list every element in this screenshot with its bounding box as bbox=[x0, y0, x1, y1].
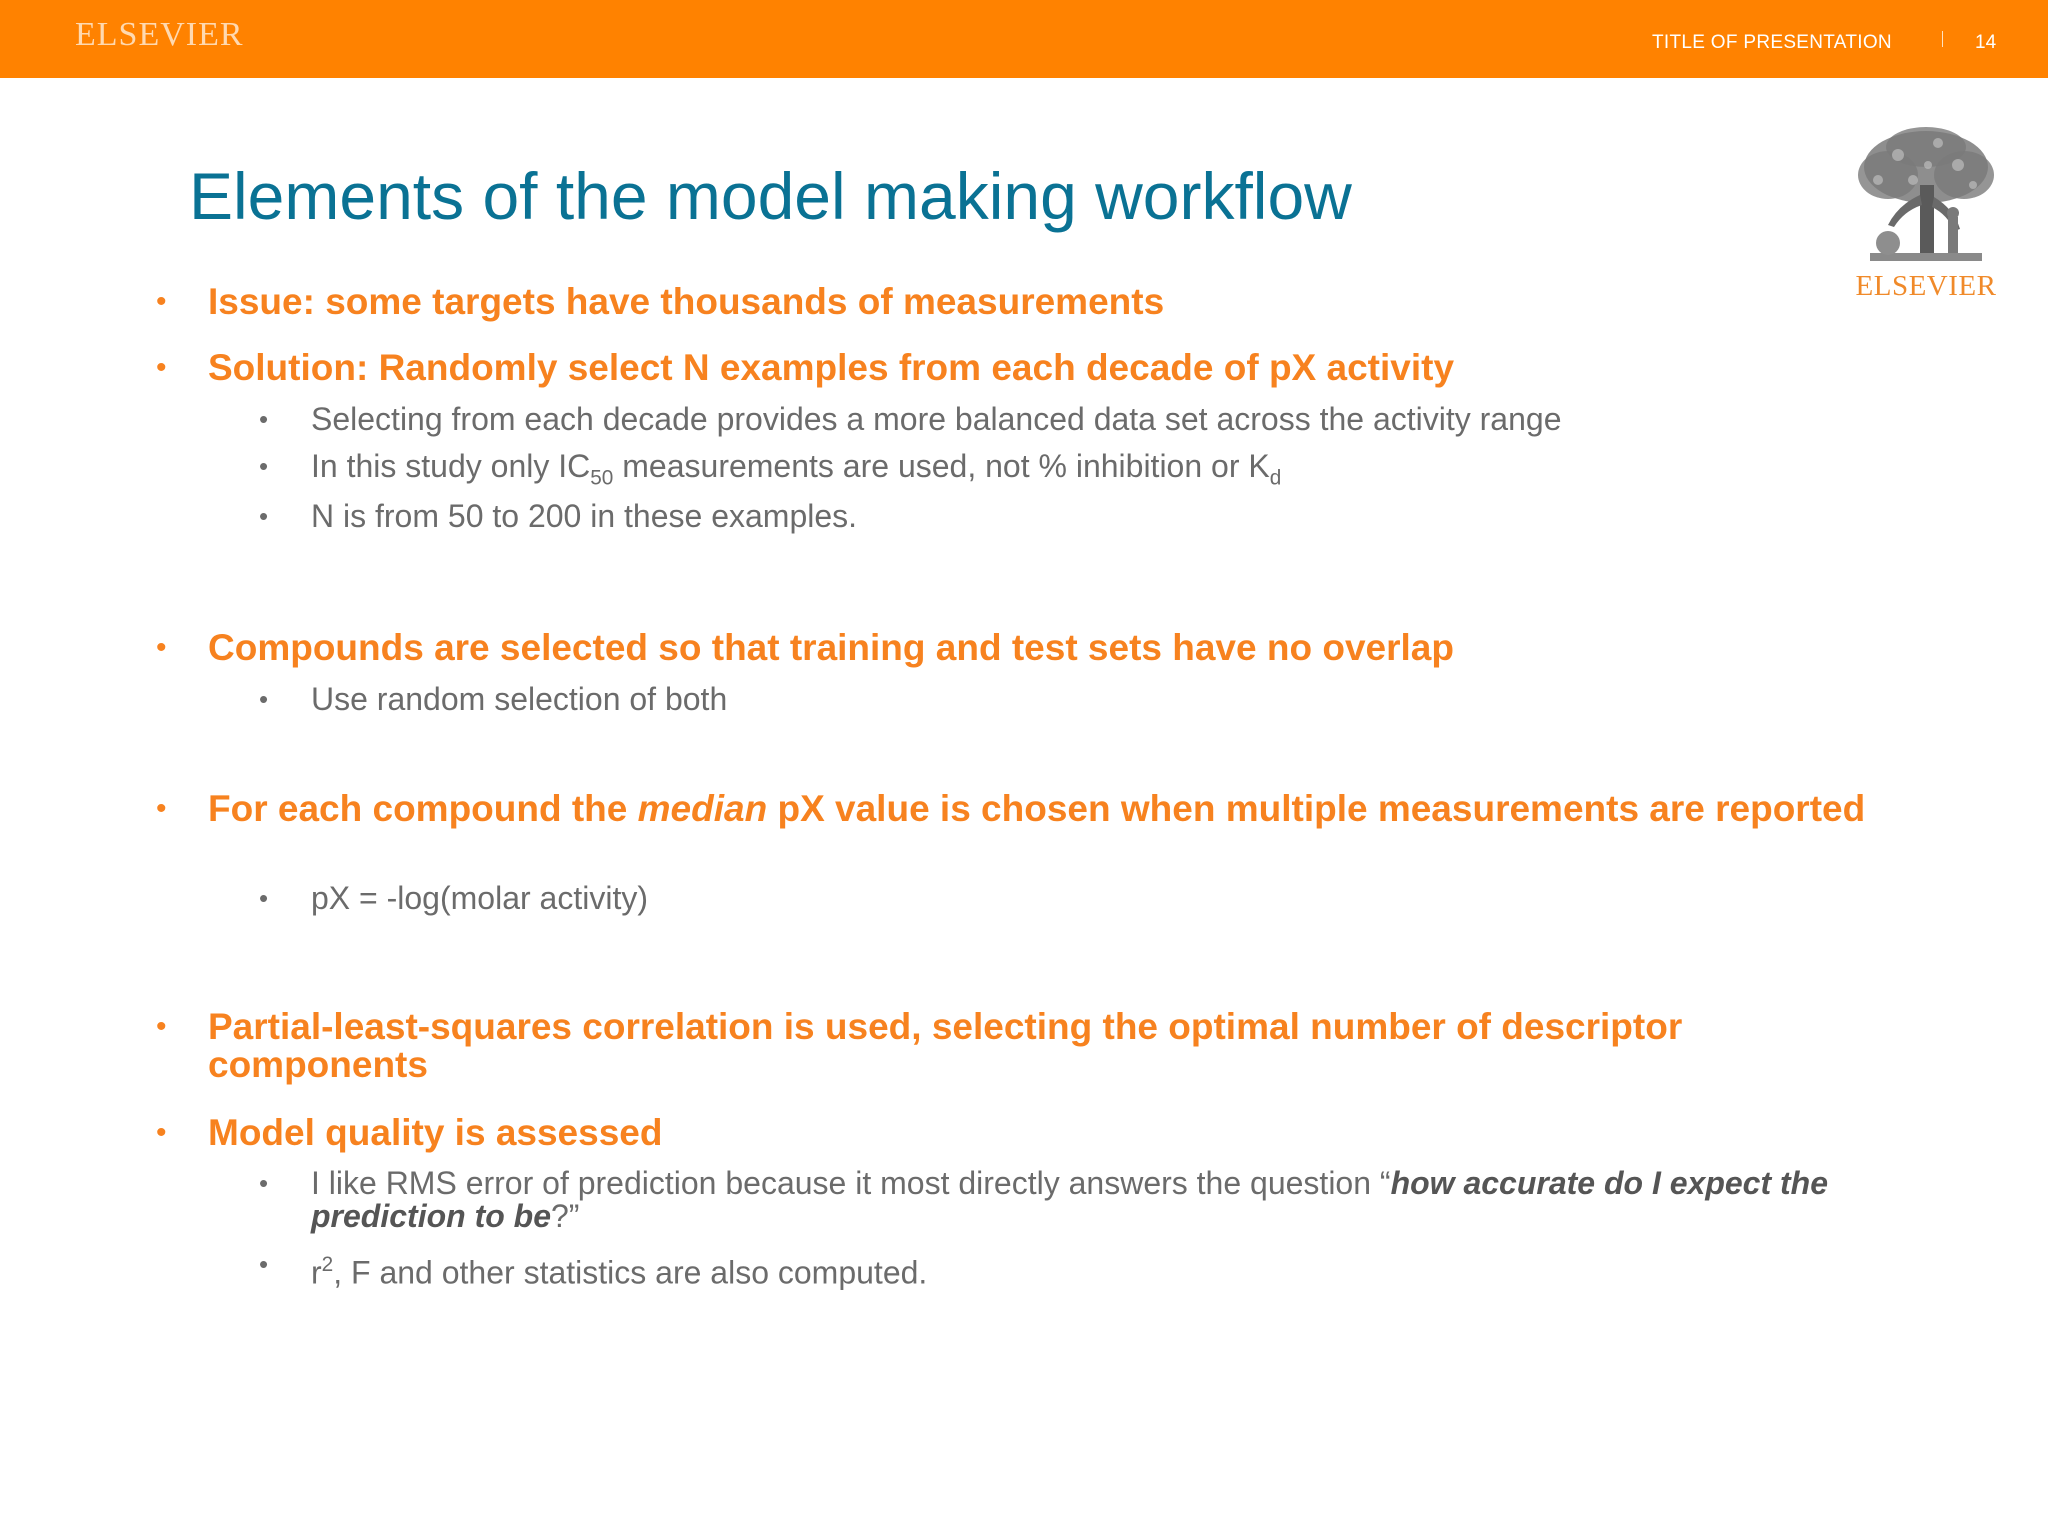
corner-logo-text: ELSEVIER bbox=[1855, 270, 1997, 302]
bullet-quality bbox=[156, 1112, 1908, 1153]
ic50-subscript: 50 bbox=[590, 466, 614, 490]
sub-bullet-dot: • bbox=[259, 1249, 269, 1279]
bullet-pls bbox=[156, 1006, 1908, 1085]
sub-bullet-dot: • bbox=[259, 1168, 269, 1198]
bullet-solution-text: Solution: Randomly select N examples from each decade of pX activity bbox=[208, 347, 1455, 388]
sub-bullet-balanced bbox=[259, 401, 1991, 437]
bullet-median-text-a: For each compound the bbox=[208, 788, 638, 829]
bullet-dot: • bbox=[156, 351, 167, 384]
sub-bullet-ic50-text-a: In this study only IC bbox=[311, 448, 591, 484]
bullet-dot: • bbox=[156, 1010, 167, 1043]
sub-bullet-px-formula bbox=[259, 880, 1991, 916]
presentation-title: TITLE OF PRESENTATION bbox=[1652, 32, 1892, 53]
sub-bullet-rms-text-a: I like RMS error of prediction because it most directly answers the question “ bbox=[311, 1165, 1391, 1201]
header-logo: ELSEVIER bbox=[75, 16, 244, 53]
bullet-pls-text: Partial-least-squares correlation is used, selecting the optimal number of descriptor components bbox=[208, 1006, 1683, 1085]
bullet-median bbox=[156, 788, 1908, 829]
sub-bullet-dot: • bbox=[259, 501, 269, 531]
sub-bullet-n-range bbox=[259, 498, 1991, 534]
sub-bullet-dot: • bbox=[259, 451, 269, 481]
r2-superscript: 2 bbox=[321, 1253, 334, 1276]
kd-subscript: d bbox=[1269, 466, 1282, 490]
sub-bullet-r2 bbox=[259, 1248, 1991, 1291]
bullet-median-emphasis: median bbox=[637, 788, 768, 829]
bullet-dot: • bbox=[156, 1116, 167, 1149]
sub-bullet-rms bbox=[259, 1165, 1991, 1234]
bullet-compounds-text: Compounds are selected so that training and test sets have no overlap bbox=[208, 627, 1454, 668]
sub-bullet-random-text: Use random selection of both bbox=[311, 681, 728, 717]
sub-bullet-balanced-text: Selecting from each decade provides a more balanced data set across the activity range bbox=[311, 401, 1562, 437]
bullet-issue-text: Issue: some targets have thousands of measurements bbox=[208, 281, 1165, 322]
elsevier-corner-logo bbox=[1848, 125, 2004, 307]
bullet-dot: • bbox=[156, 792, 167, 825]
bullet-compounds bbox=[156, 627, 1908, 668]
sub-bullet-ic50 bbox=[259, 448, 1991, 494]
bullet-issue bbox=[156, 281, 1908, 322]
sub-bullet-random bbox=[259, 681, 1991, 717]
sub-bullet-ic50-text-b: measurements are used, not % inhibition or K bbox=[613, 448, 1270, 484]
bullet-solution bbox=[156, 347, 1908, 388]
sub-bullet-px-formula-text: pX = -log(molar activity) bbox=[311, 880, 648, 916]
header-divider bbox=[1942, 31, 1943, 47]
header-bar bbox=[0, 0, 2048, 78]
bullet-dot: • bbox=[156, 631, 167, 664]
page-number: 14 bbox=[1975, 32, 1997, 53]
sub-bullet-dot: • bbox=[259, 404, 269, 434]
sub-bullet-r2-text-a: r bbox=[311, 1254, 322, 1291]
bullet-quality-text: Model quality is assessed bbox=[208, 1112, 663, 1153]
bullet-dot: • bbox=[156, 285, 167, 318]
sub-bullet-rms-text-b: ?” bbox=[551, 1198, 580, 1234]
sub-bullet-dot: • bbox=[259, 684, 269, 714]
sub-bullet-r2-text-b: , F and other statistics are also computed. bbox=[333, 1254, 928, 1291]
bullet-median-text-b: pX value is chosen when multiple measurements are reported bbox=[767, 788, 1866, 829]
elsevier-tree-icon bbox=[1848, 125, 2004, 270]
sub-bullet-dot: • bbox=[259, 883, 269, 913]
sub-bullet-rms-emphasis: how accurate do I expect the prediction to be bbox=[311, 1165, 1829, 1234]
sub-bullet-n-range-text: N is from 50 to 200 in these examples. bbox=[311, 498, 858, 534]
slide-title: Elements of the model making workflow bbox=[189, 159, 1352, 233]
